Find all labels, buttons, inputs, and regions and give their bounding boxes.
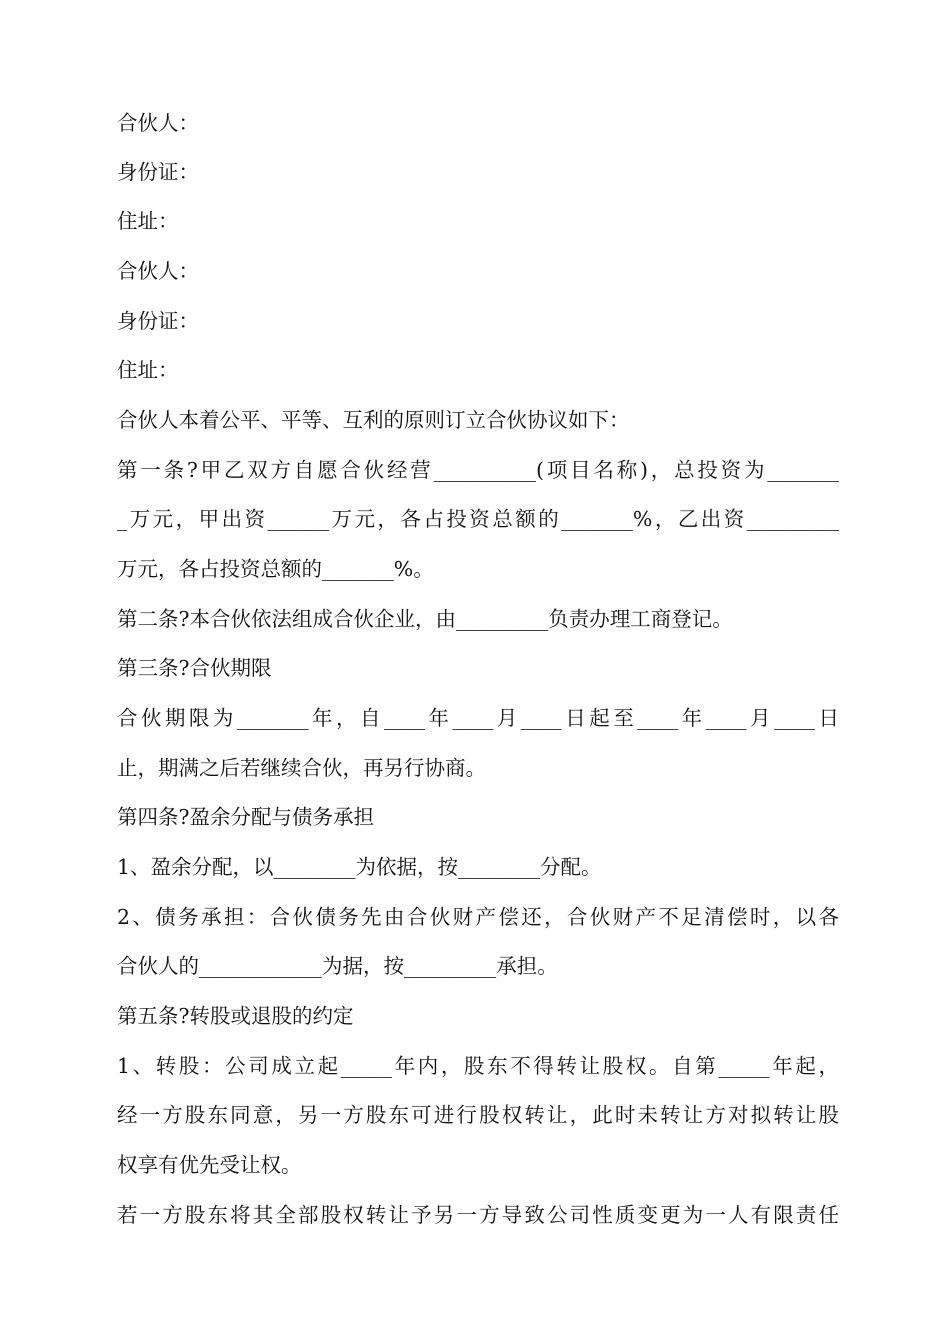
text-line-article-4-item-2a: 2、债务承担：合伙债务先由合伙财产偿还，合伙财产不足清偿时，以各 <box>117 905 839 929</box>
text-line-article-1a: 第一条?甲乙双方自愿合伙经营__________(项目名称)，总投资为_______ <box>117 458 839 482</box>
text-line-article-4-item-2b: 合伙人的____________为据，按_________承担。 <box>117 954 558 978</box>
text-line-article-1b: _万元，甲出资______万元，各占投资总额的_______%，乙出资_________ <box>117 507 839 531</box>
text-line-article-5-item-1a: 1、转股：公司成立起_____年内，股东不得转让股权。自第_____年起， <box>117 1054 839 1078</box>
text-line-article-4-item-1: 1、盈余分配，以________为依据，按________分配。 <box>117 855 602 879</box>
text-line-address-1: 住址： <box>117 209 179 233</box>
text-line-article-4-heading: 第四条?盈余分配与债务承担 <box>117 805 374 829</box>
text-line-address-2: 住址： <box>117 358 179 382</box>
text-line-article-5-item-1b: 经一方股东同意，另一方股东可进行股权转让，此时未转让方对拟转让股 <box>117 1103 839 1127</box>
text-line-article-3b: 止，期满之后若继续合伙，再另行协商。 <box>117 756 486 780</box>
text-line-id-1: 身份证： <box>117 160 199 184</box>
text-line-article-3-heading: 第三条?合伙期限 <box>117 656 272 680</box>
text-line-article-1c: 万元，各占投资总额的_______%。 <box>117 557 434 581</box>
text-line-article-2: 第二条?本合伙依法组成合伙企业，由_________负责办理工商登记。 <box>117 607 733 631</box>
text-line-article-3a: 合伙期限为_______年，自____年____月____日起至____年____月____日 <box>117 706 839 730</box>
text-line-id-2: 身份证： <box>117 309 199 333</box>
text-line-partner-1: 合伙人： <box>117 111 199 135</box>
text-line-article-5-heading: 第五条?转股或退股的约定 <box>117 1004 354 1028</box>
text-line-preamble: 合伙人本着公平、平等、互利的原则订立合伙协议如下： <box>117 408 630 432</box>
text-line-article-5-item-1c: 权享有优先受让权。 <box>117 1153 302 1177</box>
text-line-partner-2: 合伙人： <box>117 259 199 283</box>
text-line-article-5-paragraph: 若一方股东将其全部股权转让予另一方导致公司性质变更为一人有限责任 <box>117 1203 839 1227</box>
